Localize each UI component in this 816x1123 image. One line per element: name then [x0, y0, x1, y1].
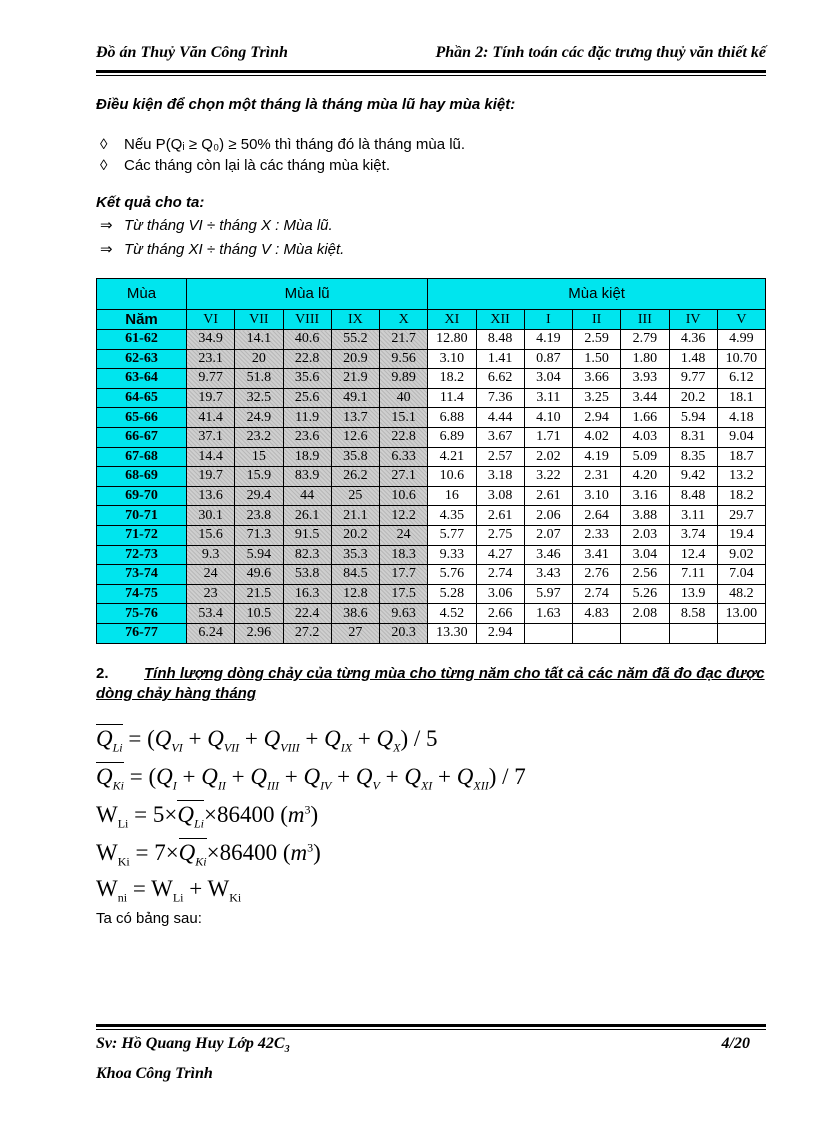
year-cell: 76-77 — [97, 623, 187, 643]
flow-cell: 2.33 — [573, 525, 621, 545]
flow-cell: 40 — [380, 388, 428, 408]
header-right: Phần 2: Tính toán các đặc trưng thuỷ văn thiết kế — [435, 44, 766, 61]
year-cell: 62-63 — [97, 349, 187, 369]
flow-cell: 1.63 — [524, 604, 572, 624]
month-header: II — [573, 310, 621, 330]
flow-cell: 6.33 — [380, 447, 428, 467]
flow-cell: 19.7 — [187, 467, 235, 487]
flow-cell: 5.28 — [428, 584, 476, 604]
flow-cell: 2.79 — [621, 330, 669, 350]
flow-cell: 12.2 — [380, 506, 428, 526]
flow-cell: 18.3 — [380, 545, 428, 565]
table-row — [97, 565, 766, 585]
year-cell: 68-69 — [97, 467, 187, 487]
page-header — [96, 44, 766, 64]
flow-cell: 13.7 — [331, 408, 379, 428]
flow-cell: 20 — [235, 349, 283, 369]
flow-cell: 2.74 — [573, 584, 621, 604]
year-cell: 73-74 — [97, 565, 187, 585]
flow-cell: 3.11 — [524, 388, 572, 408]
flow-cell: 9.77 — [187, 369, 235, 389]
flow-cell: 18.1 — [717, 388, 765, 408]
flow-cell: 12.6 — [331, 427, 379, 447]
month-header: XI — [428, 310, 476, 330]
section-number: 2. — [96, 665, 109, 682]
year-cell: 69-70 — [97, 486, 187, 506]
flow-cell: 17.5 — [380, 584, 428, 604]
bullet-1 — [100, 136, 465, 153]
diamond-icon: ◊ — [100, 136, 108, 153]
flow-cell: 27.2 — [283, 623, 331, 643]
flow-cell: 17.7 — [380, 565, 428, 585]
flow-cell: 15.9 — [235, 467, 283, 487]
flow-cell: 3.93 — [621, 369, 669, 389]
flow-cell: 8.48 — [476, 330, 524, 350]
flow-cell: 23.1 — [187, 349, 235, 369]
flow-cell: 23.2 — [235, 427, 283, 447]
flow-cell: 26.1 — [283, 506, 331, 526]
flow-cell: 34.9 — [187, 330, 235, 350]
table-row — [97, 545, 766, 565]
footer-faculty: Khoa Công Trình — [96, 1065, 213, 1083]
flow-cell: 55.2 — [331, 330, 379, 350]
table-row — [97, 408, 766, 428]
formula-dry-volume: $W_{Ki} = 7\times Q_{Ki}\times 86400$ $(m^3)$ — [96, 840, 321, 869]
flow-cell: 1.66 — [621, 408, 669, 428]
flow-cell: 23 — [187, 584, 235, 604]
flow-cell: 4.52 — [428, 604, 476, 624]
flow-cell: 21.5 — [235, 584, 283, 604]
flow-cell: 53.8 — [283, 565, 331, 585]
flow-cell: 3.66 — [573, 369, 621, 389]
flow-cell: 4.19 — [573, 447, 621, 467]
flow-cell: 4.21 — [428, 447, 476, 467]
flow-cell: 5.94 — [235, 545, 283, 565]
year-cell: 64-65 — [97, 388, 187, 408]
flow-cell: 2.56 — [621, 565, 669, 585]
flow-cell: 2.02 — [524, 447, 572, 467]
flow-cell: 21.7 — [380, 330, 428, 350]
flow-cell: 5.97 — [524, 584, 572, 604]
flow-cell: 21.9 — [331, 369, 379, 389]
table-row — [97, 349, 766, 369]
page-footer — [96, 1032, 766, 1086]
flow-cell: 7.11 — [669, 565, 717, 585]
table-row — [97, 467, 766, 487]
table-row — [97, 427, 766, 447]
flow-cell: 3.25 — [573, 388, 621, 408]
flow-cell: 10.70 — [717, 349, 765, 369]
flow-cell: 27.1 — [380, 467, 428, 487]
flow-cell: 8.48 — [669, 486, 717, 506]
flow-cell: 16.3 — [283, 584, 331, 604]
flow-cell: 22.8 — [380, 427, 428, 447]
flow-cell: 13.30 — [428, 623, 476, 643]
condition-heading: Điều kiện để chọn một tháng là tháng mùa lũ hay mùa kiệt: — [96, 96, 516, 113]
flow-cell: 10.6 — [428, 467, 476, 487]
year-cell: 71-72 — [97, 525, 187, 545]
table-row — [97, 604, 766, 624]
flow-cell: 4.18 — [717, 408, 765, 428]
flow-cell: 3.67 — [476, 427, 524, 447]
flow-cell: 9.04 — [717, 427, 765, 447]
flow-cell — [717, 623, 765, 643]
year-cell: 74-75 — [97, 584, 187, 604]
table-row — [97, 388, 766, 408]
table-row — [97, 486, 766, 506]
flow-cell: 3.74 — [669, 525, 717, 545]
flow-cell: 2.31 — [573, 467, 621, 487]
flow-cell: 18.9 — [283, 447, 331, 467]
flow-cell: 2.57 — [476, 447, 524, 467]
result-heading: Kết quả cho ta: — [96, 194, 205, 211]
flow-cell: 24 — [187, 565, 235, 585]
flow-cell: 10.5 — [235, 604, 283, 624]
flow-cell: 2.08 — [621, 604, 669, 624]
year-cell: 75-76 — [97, 604, 187, 624]
flow-cell: 3.10 — [428, 349, 476, 369]
flow-cell: 3.43 — [524, 565, 572, 585]
flow-cell — [669, 623, 717, 643]
flow-cell: 13.00 — [717, 604, 765, 624]
flow-cell: 9.02 — [717, 545, 765, 565]
flow-cell — [524, 623, 572, 643]
flow-cell: 2.61 — [524, 486, 572, 506]
flood-season-header: Mùa lũ — [187, 279, 428, 310]
flow-cell: 19.4 — [717, 525, 765, 545]
bullet-text: Nếu P(Qᵢ ≥ Q₀) ≥ 50% thì tháng đó là tháng mùa lũ. — [124, 136, 466, 153]
flow-cell: 3.22 — [524, 467, 572, 487]
flow-cell: 4.03 — [621, 427, 669, 447]
flow-cell: 15.6 — [187, 525, 235, 545]
flow-cell: 53.4 — [187, 604, 235, 624]
flow-cell: 20.9 — [331, 349, 379, 369]
flow-cell: 23.6 — [283, 427, 331, 447]
flow-cell: 84.5 — [331, 565, 379, 585]
year-cell: 65-66 — [97, 408, 187, 428]
flow-cell: 19.7 — [187, 388, 235, 408]
formula-dry-mean: $Q_{Ki} = (Q_I + Q_{II} + Q_{III} + Q_{IV} + Q_V + Q_{XI} + Q_{XII}) / 7$ — [96, 764, 526, 793]
flow-cell: 12.8 — [331, 584, 379, 604]
flow-cell: 26.2 — [331, 467, 379, 487]
flow-cell: 9.89 — [380, 369, 428, 389]
month-header: XII — [476, 310, 524, 330]
flow-cell: 2.74 — [476, 565, 524, 585]
flow-cell: 37.1 — [187, 427, 235, 447]
flow-cell: 11.9 — [283, 408, 331, 428]
flow-cell: 4.02 — [573, 427, 621, 447]
flow-cell — [573, 623, 621, 643]
header-left: Đồ án Thuỷ Văn Công Trình — [96, 44, 288, 61]
table-intro: Ta có bảng sau: — [96, 910, 202, 927]
flow-cell: 4.36 — [669, 330, 717, 350]
flow-cell: 18.2 — [428, 369, 476, 389]
table-row — [97, 584, 766, 604]
monthly-flow-table — [96, 278, 766, 644]
flow-cell — [621, 623, 669, 643]
flow-cell: 16 — [428, 486, 476, 506]
dry-season-header: Mùa kiệt — [428, 279, 766, 310]
section-title: Tính lượng dòng chảy của từng mùa cho từng năm cho tất cả các năm đã đo đạc được dòng chảy hàng tháng — [96, 665, 765, 702]
table-row — [97, 369, 766, 389]
year-cell: 66-67 — [97, 427, 187, 447]
flow-cell: 4.10 — [524, 408, 572, 428]
flow-cell: 22.8 — [283, 349, 331, 369]
flow-cell: 9.77 — [669, 369, 717, 389]
month-header: VII — [235, 310, 283, 330]
flow-cell: 20.2 — [669, 388, 717, 408]
table-row — [97, 447, 766, 467]
flow-cell: 2.96 — [235, 623, 283, 643]
flow-cell: 9.3 — [187, 545, 235, 565]
page-number: 4/20 — [721, 1035, 750, 1052]
bullet-text: Các tháng còn lại là các tháng mùa kiệt. — [124, 157, 390, 174]
flow-cell: 2.59 — [573, 330, 621, 350]
flow-cell: 4.35 — [428, 506, 476, 526]
flow-cell: 11.4 — [428, 388, 476, 408]
flow-cell: 8.31 — [669, 427, 717, 447]
flow-cell: 24.9 — [235, 408, 283, 428]
flow-cell: 5.76 — [428, 565, 476, 585]
flow-cell: 2.03 — [621, 525, 669, 545]
flow-cell: 6.62 — [476, 369, 524, 389]
header-rule-thin — [96, 75, 766, 76]
flow-cell: 2.61 — [476, 506, 524, 526]
flow-cell: 6.12 — [717, 369, 765, 389]
result-text: Từ tháng XI ÷ tháng V : Mùa kiệt. — [124, 241, 345, 258]
flow-cell: 3.04 — [524, 369, 572, 389]
flow-cell: 5.77 — [428, 525, 476, 545]
flow-cell: 83.9 — [283, 467, 331, 487]
flow-cell: 2.94 — [573, 408, 621, 428]
flow-cell: 3.41 — [573, 545, 621, 565]
year-cell: 67-68 — [97, 447, 187, 467]
flow-cell: 6.88 — [428, 408, 476, 428]
flow-cell: 1.48 — [669, 349, 717, 369]
flow-cell: 1.41 — [476, 349, 524, 369]
month-header: X — [380, 310, 428, 330]
flow-cell: 6.24 — [187, 623, 235, 643]
flow-cell: 35.6 — [283, 369, 331, 389]
flow-cell: 5.94 — [669, 408, 717, 428]
month-header: VI — [187, 310, 235, 330]
flow-cell: 9.63 — [380, 604, 428, 624]
flow-cell: 1.80 — [621, 349, 669, 369]
flow-cell: 1.71 — [524, 427, 572, 447]
flow-cell: 1.50 — [573, 349, 621, 369]
month-header-row — [97, 310, 766, 330]
flow-cell: 13.9 — [669, 584, 717, 604]
flow-cell: 29.7 — [717, 506, 765, 526]
result-2 — [100, 240, 344, 258]
flow-cell: 29.4 — [235, 486, 283, 506]
flow-cell: 12.4 — [669, 545, 717, 565]
flow-cell: 3.44 — [621, 388, 669, 408]
flow-cell: 40.6 — [283, 330, 331, 350]
footer-author: Sv: Hồ Quang Huy Lớp $42C_3$ — [96, 1035, 290, 1056]
flow-cell: 2.66 — [476, 604, 524, 624]
flow-cell: 2.75 — [476, 525, 524, 545]
flow-cell: 41.4 — [187, 408, 235, 428]
flow-cell: 14.1 — [235, 330, 283, 350]
flow-cell: 9.42 — [669, 467, 717, 487]
flow-cell: 7.04 — [717, 565, 765, 585]
flow-cell: 3.10 — [573, 486, 621, 506]
flow-cell: 2.76 — [573, 565, 621, 585]
footer-rule-thin — [96, 1029, 766, 1030]
flow-cell: 3.46 — [524, 545, 572, 565]
formula-annual-volume: $W_{ni} = W_{Li} + W_{Ki}$ — [96, 876, 242, 905]
flow-cell: 3.88 — [621, 506, 669, 526]
header-rule-thick — [96, 70, 766, 73]
flow-cell: 9.56 — [380, 349, 428, 369]
flow-cell: 38.6 — [331, 604, 379, 624]
season-label: Mùa — [97, 279, 187, 310]
diamond-icon: ◊ — [100, 157, 108, 174]
flow-cell: 8.35 — [669, 447, 717, 467]
flow-cell: 35.3 — [331, 545, 379, 565]
flow-cell: 6.89 — [428, 427, 476, 447]
flow-cell: 5.09 — [621, 447, 669, 467]
month-header: IX — [331, 310, 379, 330]
flow-cell: 21.1 — [331, 506, 379, 526]
flow-cell: 49.6 — [235, 565, 283, 585]
flow-cell: 44 — [283, 486, 331, 506]
flow-cell: 3.04 — [621, 545, 669, 565]
formula-flood-mean: $Q_{Li} = (Q_{VI} + Q_{VII} + Q_{VIII} + Q_{IX} + Q_X) / 5$ — [96, 726, 438, 755]
flow-cell: 22.4 — [283, 604, 331, 624]
flow-cell: 5.26 — [621, 584, 669, 604]
year-cell: 70-71 — [97, 506, 187, 526]
flow-cell: 82.3 — [283, 545, 331, 565]
flow-cell: 48.2 — [717, 584, 765, 604]
flow-cell: 3.11 — [669, 506, 717, 526]
flow-cell: 4.44 — [476, 408, 524, 428]
flow-cell: 2.06 — [524, 506, 572, 526]
flow-cell: 0.87 — [524, 349, 572, 369]
footer-rule-thick — [96, 1024, 766, 1027]
flow-cell: 32.5 — [235, 388, 283, 408]
implies-arrow-icon: ⇒ — [100, 241, 113, 258]
flow-cell: 2.07 — [524, 525, 572, 545]
flow-cell: 3.16 — [621, 486, 669, 506]
flow-cell: 4.20 — [621, 467, 669, 487]
flow-cell: 91.5 — [283, 525, 331, 545]
year-cell: 63-64 — [97, 369, 187, 389]
flow-cell: 4.19 — [524, 330, 572, 350]
flow-cell: 23.8 — [235, 506, 283, 526]
flow-cell: 71.3 — [235, 525, 283, 545]
bullet-2 — [100, 157, 390, 174]
flow-cell: 2.64 — [573, 506, 621, 526]
formula-flood-volume: $W_{Li} = 5\times Q_{Li}\times 86400$ $(m^3)$ — [96, 802, 319, 831]
flow-cell: 13.2 — [717, 467, 765, 487]
flow-cell: 4.83 — [573, 604, 621, 624]
section-2-heading — [96, 664, 766, 704]
table-row — [97, 506, 766, 526]
table-row — [97, 623, 766, 643]
flow-cell: 51.8 — [235, 369, 283, 389]
year-cell: 72-73 — [97, 545, 187, 565]
flow-cell: 4.99 — [717, 330, 765, 350]
flow-cell: 20.3 — [380, 623, 428, 643]
flow-cell: 4.27 — [476, 545, 524, 565]
result-1 — [100, 216, 333, 234]
flow-cell: 8.58 — [669, 604, 717, 624]
month-header: V — [717, 310, 765, 330]
month-header: IV — [669, 310, 717, 330]
flow-cell: 12.80 — [428, 330, 476, 350]
flow-cell: 27 — [331, 623, 379, 643]
flow-cell: 25.6 — [283, 388, 331, 408]
flow-cell: 20.2 — [331, 525, 379, 545]
season-header-row — [97, 279, 766, 310]
flow-cell: 2.94 — [476, 623, 524, 643]
flow-cell: 25 — [331, 486, 379, 506]
month-header: VIII — [283, 310, 331, 330]
flow-cell: 18.7 — [717, 447, 765, 467]
flow-cell: 10.6 — [380, 486, 428, 506]
implies-arrow-icon: ⇒ — [100, 217, 113, 234]
flow-cell: 18.2 — [717, 486, 765, 506]
flow-cell: 13.6 — [187, 486, 235, 506]
flow-cell: 14.4 — [187, 447, 235, 467]
year-label: Năm — [97, 310, 187, 330]
year-cell: 61-62 — [97, 330, 187, 350]
flow-cell: 24 — [380, 525, 428, 545]
flow-cell: 35.8 — [331, 447, 379, 467]
flow-cell: 7.36 — [476, 388, 524, 408]
flow-cell: 3.18 — [476, 467, 524, 487]
table-row — [97, 525, 766, 545]
result-text: Từ tháng VI ÷ tháng X : Mùa lũ. — [124, 217, 333, 234]
flow-cell: 3.08 — [476, 486, 524, 506]
flow-cell: 15 — [235, 447, 283, 467]
table-row — [97, 330, 766, 350]
month-header: I — [524, 310, 572, 330]
flow-cell: 15.1 — [380, 408, 428, 428]
flow-cell: 30.1 — [187, 506, 235, 526]
flow-cell: 3.06 — [476, 584, 524, 604]
month-header: III — [621, 310, 669, 330]
flow-cell: 49.1 — [331, 388, 379, 408]
flow-cell: 9.33 — [428, 545, 476, 565]
